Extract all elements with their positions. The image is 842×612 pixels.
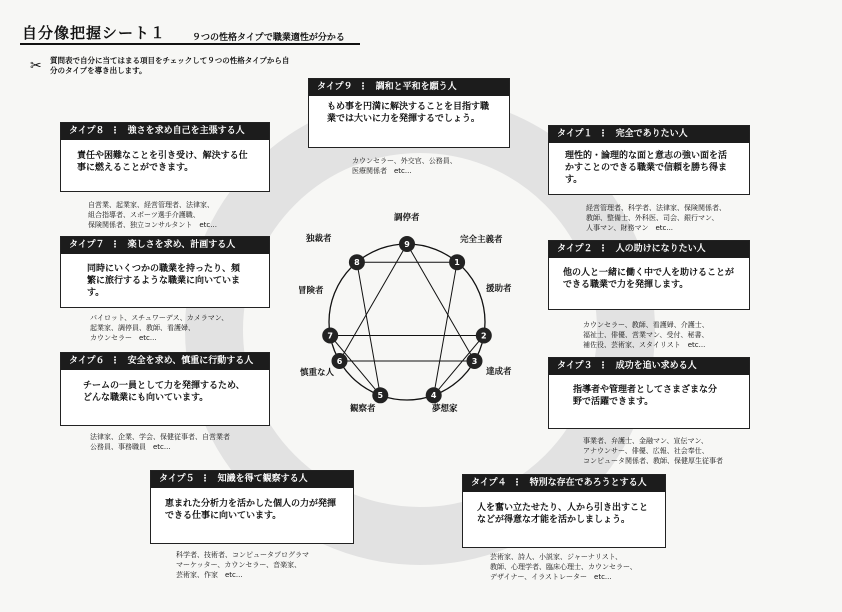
type3-title: 成功を追い求める人: [615, 361, 697, 371]
type2-card: タイプ２ ⋮ 人の助けになりたい人 他の人と一緒に働く中で人を助けることができる職業で力を発揮します。: [548, 240, 750, 310]
type2-label: タイプ２: [557, 244, 593, 254]
type6-label: タイプ６: [69, 356, 105, 366]
type8-jobs: 自営業、起業家、経営管理者、法律家、 組合指導者、スポーツ選手介護職、 保険関係者、独立コンサルタント etc...: [88, 201, 217, 229]
type2-desc: 他の人と一緒に働く中で人を助けることができる職業で力を発揮します。: [563, 268, 735, 290]
type2-title: 人の助けになりたい人: [615, 244, 706, 254]
type1-title: 完全でありたい人: [615, 129, 688, 139]
point-1-number: 1: [454, 258, 460, 267]
point-2-number: 2: [481, 331, 487, 341]
type8-label: タイプ８: [69, 126, 105, 136]
type4-card: タイプ４ ⋮ 特別な存在であろうとする人 人を奮い立たせたり、人から引き出すことなどが得意な才能を活かしましょう。: [462, 474, 666, 548]
label-mediator: 調停者: [394, 213, 420, 223]
label-achiever: 達成者: [486, 367, 512, 377]
type9-title: 調和と平和を願う人: [375, 82, 457, 92]
type8-card: タイプ８ ⋮ 強さを求め自己を主張する人 責任や困難なことを引き受け、解決する仕事に燃えることができます。: [60, 122, 270, 192]
header-rule: [20, 43, 360, 45]
type7-label: タイプ７: [69, 240, 105, 250]
page-title: 自分像把握シート１: [22, 24, 167, 42]
type8-title: 強さを求め自己を主張する人: [127, 126, 245, 136]
type7-jobs: パイロット、スチュワーデス、カメラマン、 起業家、調停員、教師、看護婦、 カウンセラー etc...: [90, 314, 229, 342]
type9-desc: もめ事を円満に解決することを目指す職業では大いに力を発揮するでしょう。: [327, 102, 490, 124]
type1-jobs: 経営管理者、科学者、法律家、保険関係者、 教師、整備士、外科医、司会、銀行マン、 人事マン、財務マン etc...: [586, 204, 726, 232]
type9-card: タイプ９ ⋮ 調和と平和を願う人 もめ事を円満に解決することを目指す職業では大いに力を発揮するでしょう。: [308, 78, 510, 148]
label-observer: 観察者: [350, 404, 376, 414]
instruction-text: 質問表で自分に当てはまる項目をチェックして９つの性格タイプから自分のタイプを導き出します。: [50, 56, 290, 75]
type6-jobs: 法律家、企業、学会、保健従事者、自営業者 公務員、事務職員 etc...: [90, 433, 230, 451]
point-4-number: 4: [430, 391, 437, 401]
enneagram-points: [322, 236, 492, 403]
type3-label: タイプ３: [557, 361, 593, 371]
label-perfectionist: 完全主義者: [460, 235, 503, 245]
scissors-icon: ✂: [30, 58, 42, 74]
type3-card: タイプ３ ⋮ 成功を追い求める人 指導者や管理者としてさまざまな分野で活躍できます。: [548, 357, 750, 429]
type7-card: タイプ７ ⋮ 楽しさを求め、計画する人 同時にいくつかの職業を持ったり、頻繁に旅行するような職業に向いています。: [60, 236, 270, 308]
point-6-number: 6: [336, 356, 343, 366]
enneagram-hexad: [330, 262, 484, 395]
page-subtitle: ９つの性格タイプで職業適性が分かる: [192, 33, 345, 43]
type7-title: 楽しさを求め、計画する人: [127, 240, 236, 250]
type2-jobs: カウンセラー、教師、看護婦、介護士、 福祉士、俳優、営業マン、受付、秘書、 補佐役、芸術家、スタイリスト etc...: [583, 321, 709, 349]
label-adventurer: 冒険者: [298, 286, 324, 296]
type3-jobs: 事業者、弁護士、金融マン、宣伝マン、 アナウンサー、俳優、広報、社会奉仕、 コンピュータ関係者、教師、保健厚生従事者: [583, 437, 723, 465]
type6-title: 安全を求め、慎重に行動する人: [127, 356, 254, 366]
type4-jobs: 芸術家、詩人、小説家、ジャーナリスト、 教師、心理学者、臨床心理士、カウンセラー、 デザイナー、イラストレーター etc...: [490, 553, 637, 581]
type5-card: タイプ５ ⋮ 知識を得て観察する人 恵まれた分析力を活かした個人の力が発揮できる仕事に向いています。: [150, 470, 354, 544]
type4-label: タイプ４: [471, 478, 507, 488]
type9-jobs: カウンセラー、外交官、公務員、 医療関係者 etc...: [352, 157, 457, 175]
type6-card: タイプ６ ⋮ 安全を求め、慎重に行動する人 チームの一員として力を発揮するため、どんな職業にも向いています。: [60, 352, 270, 426]
label-dictator: 独裁者: [306, 234, 332, 244]
label-cautious: 慎重な人: [300, 368, 335, 378]
point-9-number: 9: [404, 239, 410, 249]
label-dreamer: 夢想家: [432, 404, 458, 414]
type5-label: タイプ５: [159, 474, 195, 484]
type5-title: 知識を得て観察する人: [217, 474, 308, 484]
type7-desc: 同時にいくつかの職業を持ったり、頻繁に旅行するような職業に向いています。: [87, 264, 241, 298]
type8-desc: 責任や困難なことを引き受け、解決する仕事に燃えることができます。: [77, 151, 248, 173]
point-8-number: 8: [354, 258, 360, 267]
type3-desc: 指導者や管理者としてさまざまな分野で活躍できます。: [573, 385, 718, 407]
type1-card: タイプ１ ⋮ 完全でありたい人 理性的・論理的な面と意志の強い面を活かすことのできる職業で信頼を勝ち得ます。: [548, 125, 750, 195]
enneagram-diagram: [292, 222, 522, 422]
type5-desc: 恵まれた分析力を活かした個人の力が発揮できる仕事に向いています。: [165, 499, 337, 521]
point-3-number: 3: [471, 356, 478, 366]
type4-desc: 人を奮い立たせたり、人から引き出すことなどが得意な才能を活かしましょう。: [477, 503, 649, 525]
type9-label: タイプ９: [317, 82, 353, 92]
type6-desc: チームの一員として力を発揮するため、どんな職業にも向いています。: [83, 381, 245, 403]
point-7-number: 7: [327, 331, 333, 341]
type1-desc: 理性的・論理的な面と意志の強い面を活かすことのできる職業で信頼を勝ち得ます。: [565, 151, 728, 185]
type1-label: タイプ１: [557, 129, 593, 139]
type5-jobs: 科学者、技術者、コンピュータプログラマ マーケッター、カウンセラー、音楽家、 芸術家、作家 etc...: [176, 551, 309, 579]
point-5-number: 5: [377, 391, 384, 401]
label-helper: 援助者: [486, 284, 512, 294]
type4-title: 特別な存在であろうとする人: [529, 478, 647, 488]
